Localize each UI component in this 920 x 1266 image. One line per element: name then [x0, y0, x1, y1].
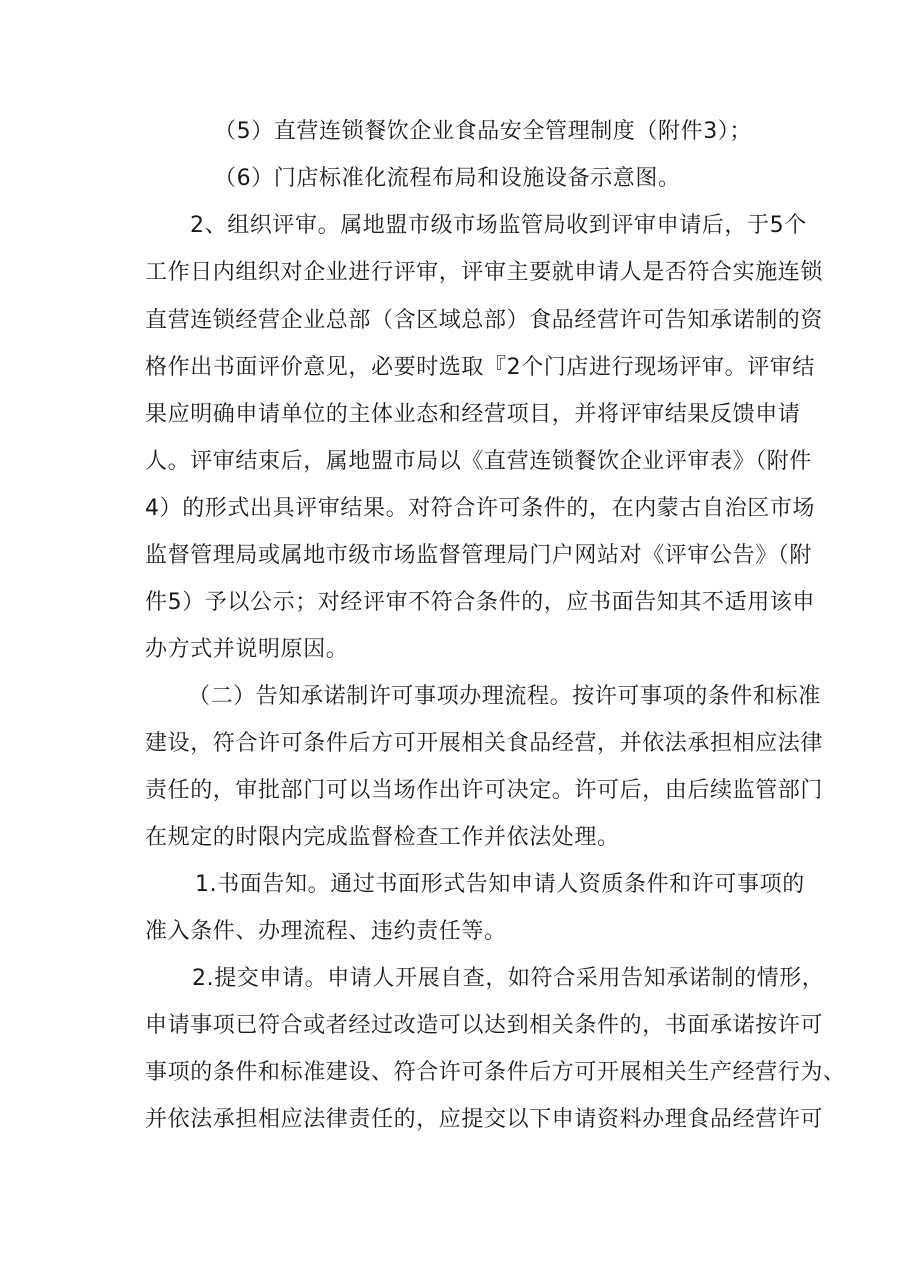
text-line: （6）门店标准化流程布局和设施设备示意图。: [214, 166, 681, 191]
text-line: 1.书面告知。通过书面形式告知申请人资质条件和许可事项的: [195, 872, 805, 897]
text-line: 监督管理局或属地市级市场监督管理局门户网站对《评审公告》（附: [145, 543, 813, 568]
text-line: 责任的，审批部门可以当场作出许可决定。许可后，由后续监管部门: [145, 778, 824, 803]
text-line: 人。评审结束后，属地盟市局以《直营连锁餐饮企业评审表》（附件: [145, 449, 813, 474]
text-line: 申请事项已符合或者经过改造可以达到相关条件的，书面承诺按许可: [145, 1013, 824, 1038]
text-line: 工作日内组织对企业进行评审，评审主要就申请人是否符合实施连锁: [145, 260, 824, 285]
text-line: 准入条件、办理流程、违约责任等。: [145, 919, 507, 944]
text-line: （5）直营连锁餐饮企业食品安全管理制度（附件3）；: [214, 119, 752, 144]
text-line: 2.提交申请。申请人开展自查，如符合采用告知承诺制的情形，: [192, 966, 825, 991]
text-line: 事项的条件和标准建设、符合许可条件后方可开展相关生产经营行为、: [145, 1060, 846, 1085]
text-line: 2、组织评审。属地盟市级市场监管局收到评审申请后，于5个: [190, 213, 807, 238]
text-line: 格作出书面评价意见，必要时选取『2个门店进行现场评审。评审结: [145, 355, 815, 380]
text-line: 在规定的时限内完成监督检查工作并依法处理。: [145, 825, 620, 850]
text-line: 果应明确申请单位的主体业态和经营项目，并将评审结果反馈申请: [145, 402, 801, 427]
text-line: （二）告知承诺制许可事项办理流程。按许可事项的条件和标准: [188, 684, 821, 709]
text-line: 直营连锁经营企业总部（含区域总部）食品经营许可告知承诺制的资: [145, 308, 824, 333]
text-line: 并依法承担相应法律责任的，应提交以下申请资料办理食品经营许可: [145, 1107, 824, 1132]
text-line: 件5）予以公示；对经评审不符合条件的，应书面告知其不适用该申: [145, 590, 815, 615]
text-line: 4）的形式出具评审结果。对符合许可条件的，在内蒙古自治区市场: [145, 496, 815, 521]
text-line: 建设，符合许可条件后方可开展相关食品经营，并依法承担相应法律: [145, 731, 824, 756]
text-line: 办方式并说明原因。: [145, 637, 349, 662]
